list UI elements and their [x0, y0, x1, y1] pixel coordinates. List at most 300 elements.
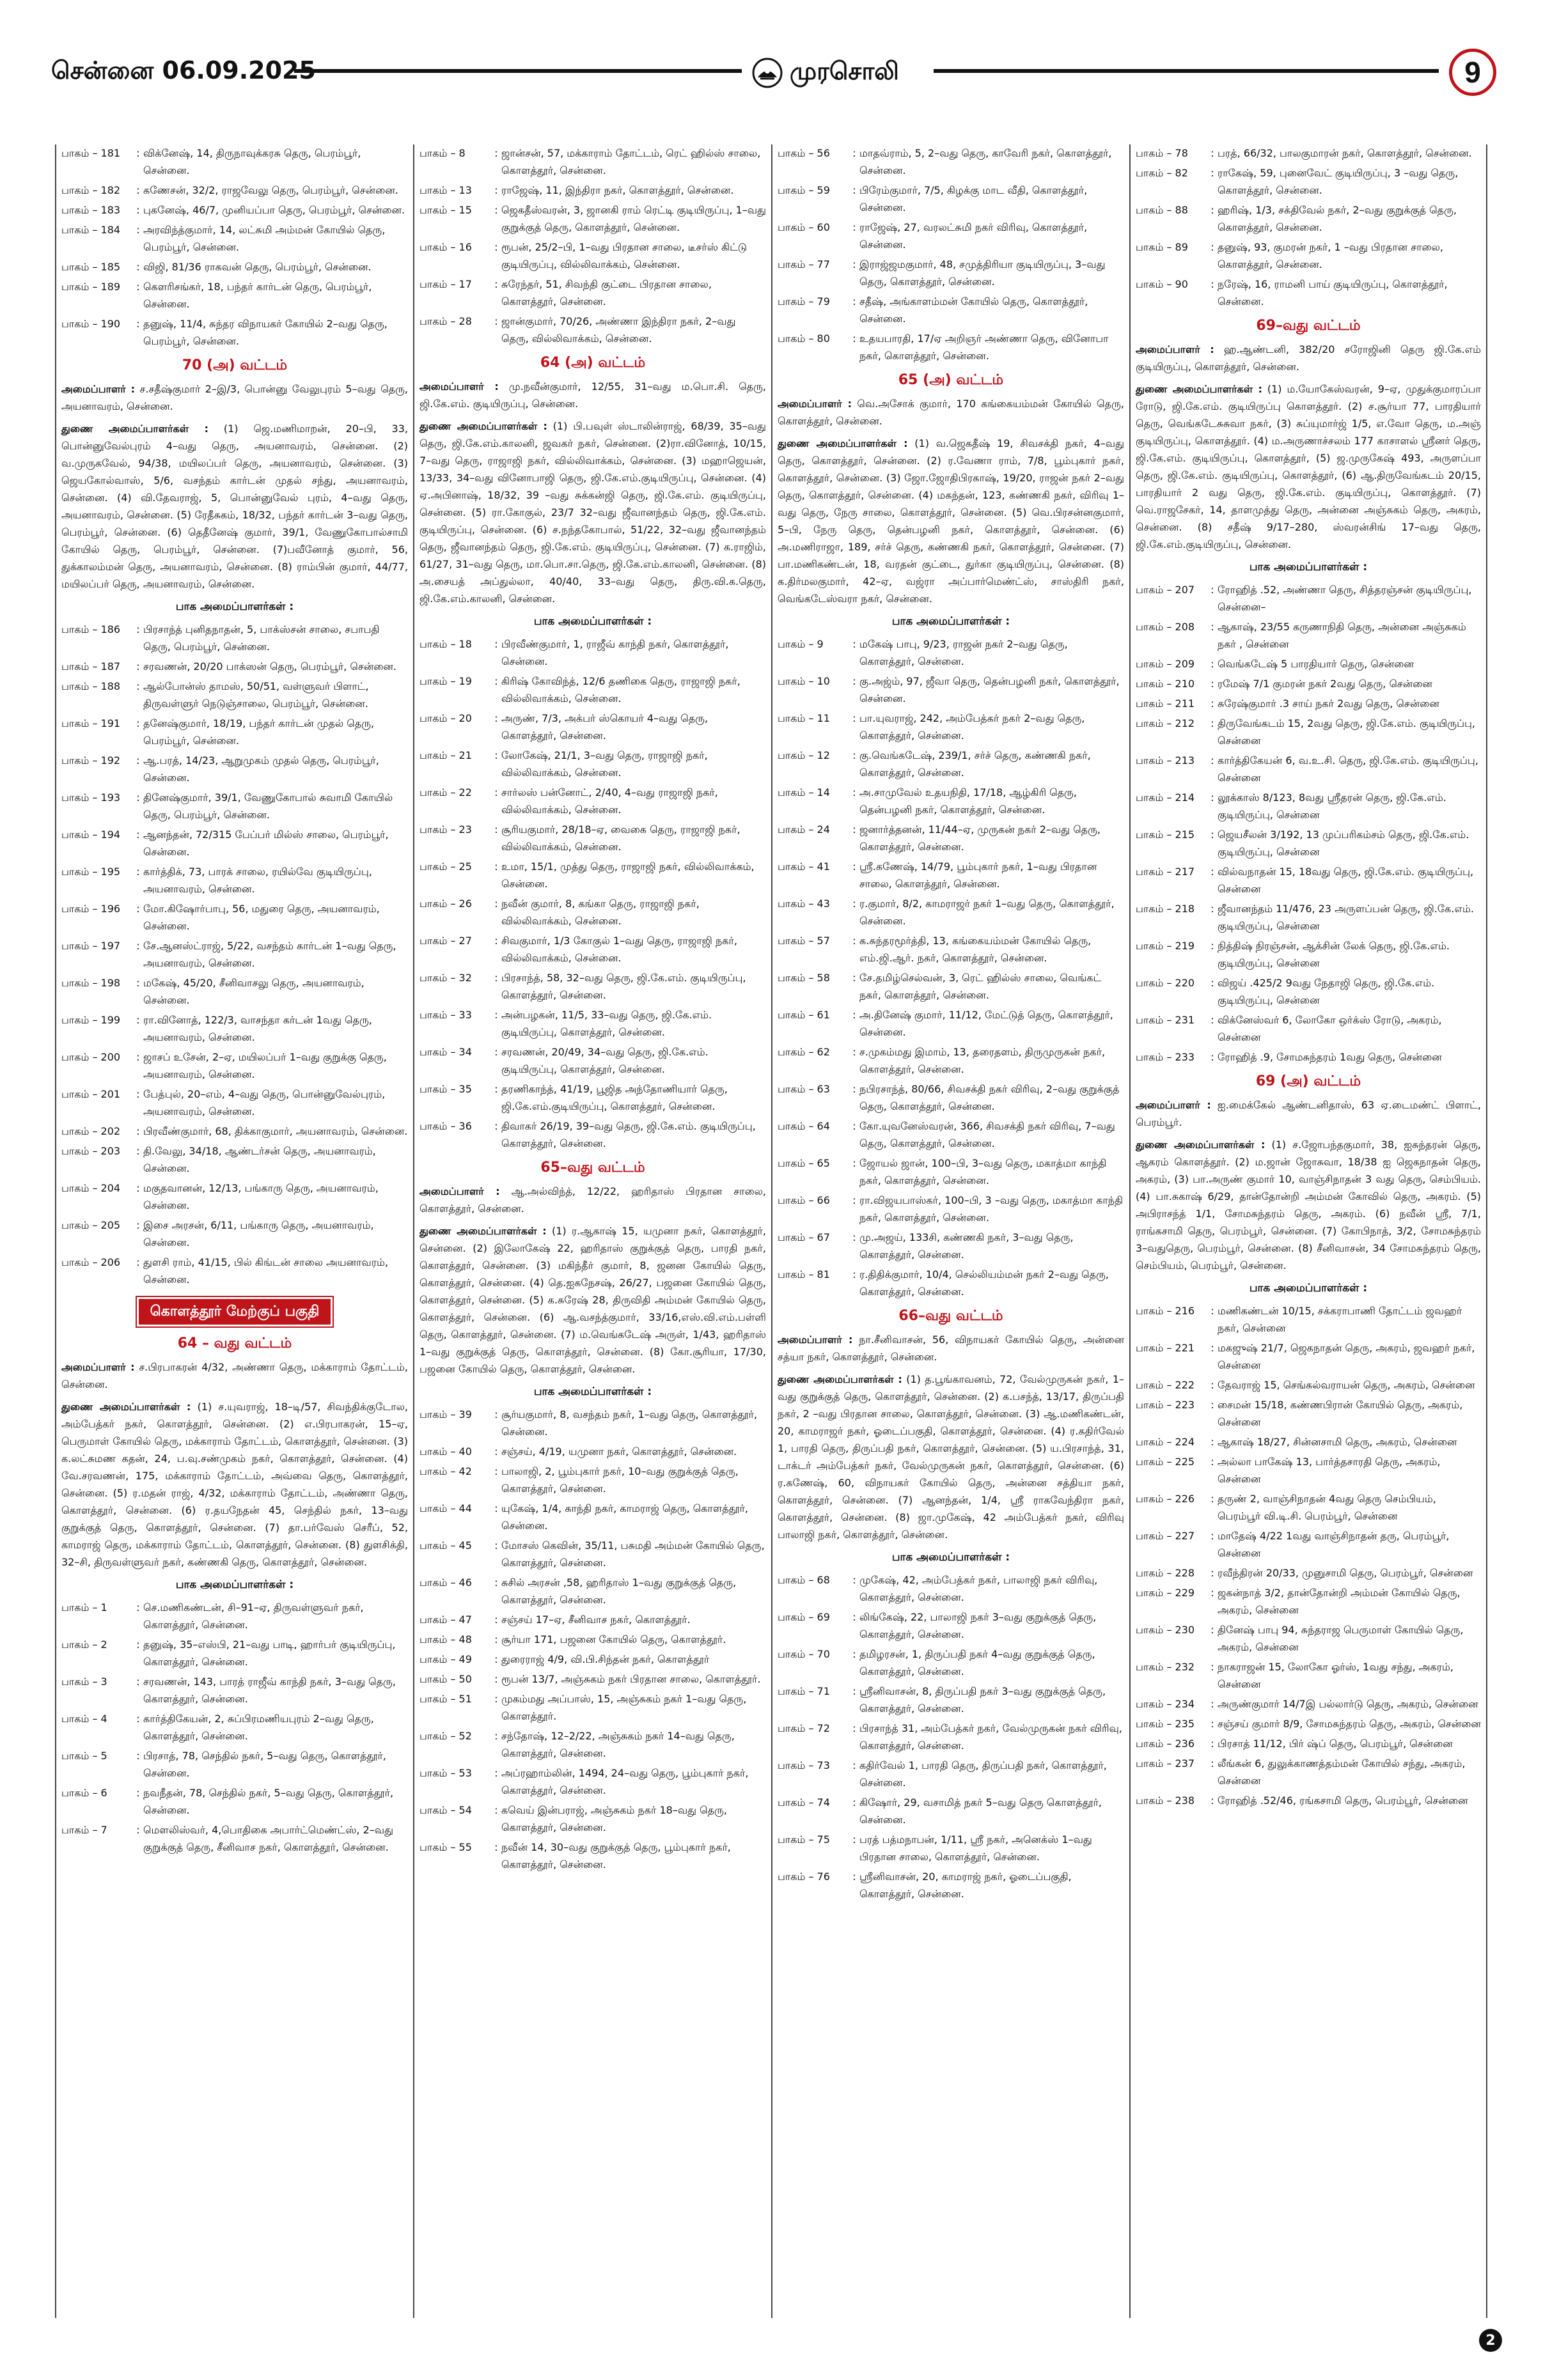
booth-organizer: சே.தமிழ்செல்வன், 3, ரெட் ஹில்ஸ் சாலை, வெங்கட் நகர், கொளத்தூர், சென்னை.	[859, 972, 1102, 1001]
booth-organizer: கணேசன், 32/2, ராஜவேலு தெரு, பெரம்பூர், சென்னை.	[143, 184, 398, 196]
booth-organizer: முகேஷ், 42, அம்பேத்கர் நகர், பாலாஜி நகர் விரிவு, கொளத்தூர், சென்னை.	[859, 1574, 1098, 1603]
separator: :	[494, 1614, 498, 1626]
booth-number: பாகம் – 238	[1136, 1794, 1195, 1807]
separator: :	[1210, 1379, 1214, 1391]
booth-entry	[419, 1463, 766, 1497]
booth-entry	[1136, 937, 1481, 972]
booth-organizer: சார்லஸ் பன்னோட், 2/40, 4–வது ராஜாஜி நகர், வில்லிவாக்கம், சென்னை.	[501, 786, 718, 816]
booth-entry	[1136, 974, 1481, 1009]
booth-number: பாகம் – 74	[778, 1796, 830, 1808]
separator: :	[1210, 1456, 1214, 1468]
booth-number: பாகம் – 35	[419, 1083, 472, 1095]
booth-entry	[1136, 1048, 1481, 1066]
separator: :	[852, 823, 856, 836]
separator: :	[852, 1759, 856, 1771]
separator: :	[494, 1633, 498, 1645]
booth-entry	[61, 1048, 408, 1083]
booth-number: பாகம் – 68	[778, 1574, 830, 1586]
role-text: (1) ஜெ.மணிமாறன், 20–பி, 33, பொன்னுவேல்புரம் 4–வது தெரு, அயனாவரம், சென்னை. (2) வ.முருகவேல், 94/38, மயிலப்பர் தெரு, அயனாவரம், சென்னை. (3) ஜெயகோல்வாஸ், 5/6, வசந்தம் கார்டன் முதல் சந்து, அயனாவரம், சென்னை. (4) வி.தேவராஜ், 5, பொன்னுவேல் புரம், 4–வது தெரு, அயனாவரம், சென்னை. (5) ரேதீசுகம், 18/32, பந்தர் கார்டன் 3–வது தெரு, பெரம்பூர், சென்னை. (6) தெதீனேஷ் குமார், 39/1, வேணுகோபால்சாமி கோயில் தெரு, பெரம்பூர், சென்னை. (7)பவீனோத் குமார், 56, துக்காலம்மன் தெரு, அயனாவரம், சென்னை. (8) ராம்பின் குமார், 44/77, மயிலப்பர் தெரு, அயனாவரம், சென்னை.	[61, 423, 408, 590]
separator: :	[494, 1730, 498, 1742]
booth-organizer: கு.வெங்கடேஷ், 239/1, சர்ச் தெரு, கண்ணகி நகர், கொளத்தூர், சென்னை.	[859, 749, 1091, 779]
separator: :	[1210, 866, 1214, 878]
separator: :	[494, 1502, 498, 1514]
booth-organizer: தனுஷ், 93, குமரன் நகர், 1 –வது பிரதான சாலை, கொளத்தூர், சென்னை.	[1218, 241, 1443, 270]
booth-entry	[419, 784, 766, 818]
booth-entry	[419, 313, 766, 347]
booth-organizer: கார்த்திக், 73, பாரக் சாலை, ரயில்வே குடியிருப்பு, அயனாவரம், சென்னை.	[143, 866, 372, 895]
booth-number: பாகம் – 57	[778, 935, 830, 947]
booth-entry	[778, 1192, 1124, 1226]
ward-heading: 69 (அ) வட்டம்	[1255, 1073, 1361, 1089]
booth-entry	[1136, 1621, 1481, 1656]
booth-number: பாகம் – 62	[778, 1046, 830, 1058]
booth-organizer: அன்பழகன், 11/5, 33–வது தெரு, ஜி.கே.எம். குடியிருப்பு, கொளத்தூர், சென்னை.	[501, 1009, 712, 1038]
booth-number: பாகம் – 79	[778, 295, 830, 307]
booth-number: பாகம் – 195	[61, 866, 121, 878]
separator: :	[852, 1046, 856, 1058]
role-label: துணை அமைப்பாளர்கள் :	[419, 1225, 547, 1237]
booth-entry	[1136, 1584, 1481, 1619]
masthead	[51, 52, 1496, 95]
separator: :	[494, 972, 498, 984]
booth-number: பாகம் – 189	[61, 281, 121, 293]
booth-number: பாகம் – 33	[419, 1009, 472, 1021]
separator: :	[136, 204, 140, 216]
booth-number: பாகம் – 58	[778, 972, 830, 984]
separator: :	[852, 898, 856, 910]
booth-organizer: ஆ.பரத், 14/23, ஆறுமுகம் முதல் தெரு, பெரம்பூர், சென்னை.	[143, 754, 379, 784]
booth-organizer: சதீஷ், அங்காளம்மன் கோயில் தெரு, கொளத்தூர், சென்னை.	[859, 295, 1088, 325]
booth-number: பாகம் – 8	[419, 147, 466, 159]
booth-number: பாகம் – 191	[61, 717, 121, 729]
role-label: துணை அமைப்பாளர்கள் :	[61, 423, 208, 435]
booth-entry	[1136, 1396, 1481, 1431]
booth-entry	[778, 858, 1124, 892]
organizer-paragraph	[61, 1398, 408, 1571]
booth-organizer: ஸ்ரீனிவாசன், 20, காமராஜ் நகர், ஓடைப்பகுதி, கொளத்தூர், சென்னை.	[859, 1871, 1072, 1900]
separator: :	[494, 184, 498, 196]
booth-number: பாகம் – 184	[61, 224, 121, 236]
booth-entry	[61, 658, 408, 675]
booth-entry	[1136, 618, 1481, 653]
booth-number: பாகம் – 53	[419, 1767, 472, 1779]
separator: :	[852, 1796, 856, 1808]
booth-organizer: மகுதவானன், 12/13, பங்காரு தெரு, அயனாவரம், சென்னை.	[143, 1182, 379, 1211]
booth-entry	[419, 747, 766, 781]
booth-entry	[61, 221, 408, 256]
booth-number: பாகம் – 67	[778, 1231, 830, 1243]
booth-entry	[61, 937, 408, 972]
role-label: அமைப்பாளர் :	[419, 1185, 500, 1197]
booth-number: பாகம் – 237	[1136, 1757, 1195, 1769]
booth-number: பாகம் – 2	[61, 1638, 107, 1651]
booth-number: பாகம் – 199	[61, 1014, 121, 1026]
booth-number: பாகம் – 26	[419, 898, 472, 910]
separator: :	[1210, 1342, 1214, 1354]
booth-organizer: தினேஷ்குமார், 39/1, வேணுகோபால் சுவாமி கோயில் தெரு, பெரம்பூர், சென்னை.	[143, 791, 393, 821]
separator: :	[494, 1083, 498, 1095]
booth-organizer: ஸ்ரீ.கணேஷ், 14/79, பூம்புகார் நகர், 1–வது பிரதான சாலை, கொளத்தூர், சென்னை.	[859, 860, 1097, 890]
separator: :	[1210, 584, 1214, 596]
booth-organizer: சூர்யகுமார், 8, வசந்தம் நகர், 1–வது தெரு, கொளத்தூர், சென்னை.	[501, 1408, 758, 1438]
booth-number: பாகம் – 190	[61, 318, 121, 330]
separator: :	[852, 1871, 856, 1883]
booth-number: பாகம் – 203	[61, 1145, 121, 1157]
separator: :	[1210, 697, 1214, 710]
booth-organizer: மகஜுஷ் 21/7, ஜெகநாதன் தெரு, அகரம், ஜவஹர் நகர், சென்னை	[1218, 1342, 1475, 1371]
booth-entry	[1136, 1527, 1481, 1562]
booth-organizer: ராஜேஷ், 27, வரலட்சுமி நகர் விரிவு, கொளத்தூர், சென்னை.	[859, 221, 1088, 251]
booth-organizer: நாகராஜன் 15, லோகோ ஓர்ஸ், 1வது சந்து, அகரம், சென்னை	[1218, 1661, 1454, 1690]
role-text: ஐ.மைக்கேல் ஆண்டனிதாஸ், 63 ஏ.டைமண்ட் பிளாட், பெரம்பூர்.	[1136, 1099, 1482, 1128]
booth-entry	[61, 1784, 408, 1819]
booth-entry	[1136, 164, 1481, 199]
separator: :	[852, 1268, 856, 1280]
booth-number: பாகம் – 43	[778, 898, 830, 910]
booth-organizer: சைமன் 15/18, கண்ணபிரான் கோயில் தெரு, அகரம், சென்னை	[1218, 1399, 1463, 1428]
booth-entry	[419, 1574, 766, 1608]
section-subheading: பாக அமைப்பாளர்கள் :	[533, 615, 652, 628]
booth-organizer: பிரசாந்த், 58, 32–வது தெரு, ஜி.கே.எம். குடியிருப்பு, கொளத்தூர், சென்னை.	[501, 972, 746, 1001]
separator: :	[1210, 977, 1214, 989]
separator: :	[494, 1693, 498, 1705]
separator: :	[494, 1576, 498, 1589]
booth-number: பாகம் – 22	[419, 786, 472, 798]
separator: :	[494, 1841, 498, 1853]
booth-number: பாகம் – 66	[778, 1194, 830, 1206]
separator: :	[136, 717, 140, 729]
booth-entry	[61, 678, 408, 712]
booth-entry	[419, 858, 766, 892]
booth-number: பாகம் – 70	[778, 1648, 830, 1660]
role-label: துணை அமைப்பாளர்கள் :	[1136, 1139, 1265, 1151]
booth-number: பாகம் – 61	[778, 1009, 830, 1021]
masthead-rule-right	[934, 69, 1439, 73]
separator: :	[1210, 1436, 1214, 1448]
ward-heading: 69–வது வட்டம்	[1256, 318, 1361, 334]
booth-organizer: ரமேஷ் 7/1 குமரன் நகர் 2வது தெரு, சென்னை	[1218, 678, 1432, 690]
booth-organizer: ராகேஷ், 59, புனைவேட் குடியிருப்பு, 3 –வது தெரு, கொளத்தூர், சென்னை.	[1218, 167, 1459, 196]
booth-number: பாகம் – 214	[1136, 791, 1195, 804]
role-label: துணை அமைப்பாளர்கள் :	[778, 1373, 902, 1385]
separator: :	[494, 860, 498, 873]
booth-organizer: சிவகுமார், 1/3 கோகுல் 1–வது தெரு, ராஜாஜி நகர், வில்லிவாக்கம், சென்னை.	[501, 935, 737, 964]
separator: :	[1210, 1794, 1214, 1807]
booth-number: பாகம் – 36	[419, 1120, 472, 1132]
booth-number: பாகம் – 48	[419, 1633, 472, 1645]
booth-number: பாகம் – 223	[1136, 1399, 1195, 1411]
booth-entry	[778, 1831, 1124, 1865]
separator: :	[1210, 754, 1214, 766]
booth-entry	[419, 1801, 766, 1836]
booth-entry	[419, 276, 766, 310]
ward-heading: 65 (அ) வட்டம்	[898, 372, 1004, 388]
booth-organizer: சுரேஷ்குமார் .3 சாய் நகர் 2வது தெரு, சென்னை	[1218, 697, 1439, 710]
booth-entry	[778, 1645, 1124, 1680]
separator: :	[1210, 1757, 1214, 1769]
booth-organizer: அருண், 7/3, அக்பர் ஸ்கொயர் 4–வது தெரு, கொளத்தூர், சென்னை.	[501, 712, 709, 742]
ward-heading: 65–வது வட்டம்	[540, 1160, 645, 1176]
booth-number: பாகம் – 186	[61, 623, 121, 635]
section-subheading: பாக அமைப்பாளர்கள் :	[891, 615, 1010, 628]
role-label: அமைப்பாளர் :	[61, 1361, 135, 1373]
booth-organizer: தமிழரசன், 1, திருப்பதி நகர் 4–வது குறுக்குத் தெரு, கொளத்தூர், சென்னை.	[859, 1648, 1095, 1677]
booth-entry	[419, 1080, 766, 1115]
booth-organizer: விக்னேஸ்வர் 6, லோகோ ஒர்க்ஸ் ரோடு, அகரம், சென்னை	[1218, 1014, 1442, 1043]
booth-entry	[61, 1085, 408, 1120]
separator: :	[136, 261, 140, 273]
booth-organizer: அல்லா பாகேஷ் 13, பார்த்தசாரதி தெரு, அகரம், சென்னை	[1218, 1456, 1441, 1485]
booth-entry	[61, 715, 408, 749]
booth-entry	[61, 974, 408, 1009]
booth-organizer: அ.சாமுவேல் உதயநிதி, 17/18, ஆழ்கிரி தெரு, தென்பழனி நகர், கொளத்தூர், சென்னை.	[859, 786, 1077, 816]
role-text: ச.பிரபாகரன் 4/32, அண்ணா தெரு, மக்காராம் தோட்டம், சென்னை.	[61, 1361, 408, 1390]
booth-entry	[1136, 1735, 1481, 1752]
booth-organizer: சூர்யா 171, பஜனை கோயில் தெரு, கொளத்தூர்.	[501, 1633, 726, 1645]
booth-entry	[419, 932, 766, 967]
role-text: நா.சீனிவாசன், 56, விநாயகர் கோயில் தெரு, அன்னை சத்யா நகர், கொளத்தூர், சென்னை.	[778, 1334, 1124, 1363]
separator: :	[494, 1408, 498, 1420]
booth-organizer: புகனேஷ், 46/7, முனியப்பா தெரு, பெரம்பூர், சென்னை.	[143, 204, 405, 216]
booth-organizer: மௌலிஸ்வர், 4,பொதிகை அபார்ட்மெண்ட்ஸ், 2–வது குறுக்குத் தெரு, சீனிவாச நகர், கொளத்தூர், சென்னை.	[143, 1824, 393, 1853]
booth-organizer: மோ.கிஷோர்பாபு, 56, மதுரை தெரு, அயனாவரம், சென்னை.	[143, 903, 380, 932]
booth-organizer: பிரசாத் 11/12, பிர் ஷ்ப் தெரு, பெரம்பூர், சென்னை	[1218, 1738, 1453, 1750]
booth-organizer: தருண் 2, வாஞ்சிநாதன் 4வது தெரு செம்பியம், பெரம்பூர் வி.டி.சி. பெரம்பூர், சென்னை	[1218, 1493, 1436, 1522]
booth-number: பாகம் – 4	[61, 1713, 107, 1725]
separator: :	[494, 675, 498, 687]
booth-organizer: பிரவீண்குமார், 68, திக்காகுமார், அயனாவரம், சென்னை.	[143, 1125, 408, 1137]
booth-number: பாகம் – 82	[1136, 167, 1188, 179]
booth-entry	[419, 895, 766, 929]
booth-organizer: சஞ்சய் குமார் 8/9, சோமசுந்தரம் தெரு, அகரம், சென்னை	[1218, 1718, 1481, 1730]
separator: :	[852, 749, 856, 761]
booth-organizer: வில்வநாதன் 15, 18வது தெரு, ஜி.கே.எம். குடியிருப்பு, சென்னை	[1218, 866, 1474, 895]
booth-organizer: ராஜேஷ், 11, இந்திரா நகர், கொளத்தூர், சென்னை.	[501, 184, 734, 196]
booth-number: பாகம் – 78	[1136, 147, 1188, 159]
booth-entry	[419, 1537, 766, 1571]
separator: :	[852, 1611, 856, 1623]
booth-organizer: விஜி, 81/36 ராகவன் தெரு, பெரம்பூர், சென்னை.	[143, 261, 372, 273]
booth-organizer: ஜான்சன், 57, மக்காராம் தோட்டம், ரெட் ஹில்ஸ் சாலை, கொளத்தூர், சென்னை.	[501, 147, 761, 176]
booth-number: பாகம் – 230	[1136, 1624, 1195, 1636]
booth-number: பாகம் – 16	[419, 241, 472, 253]
booth-entry	[1136, 276, 1481, 310]
separator: :	[852, 1194, 856, 1206]
booth-number: பாகம் – 7	[61, 1824, 107, 1836]
separator: :	[852, 1009, 856, 1021]
separator: :	[1210, 791, 1214, 804]
booth-entry	[778, 969, 1124, 1004]
separator: :	[1210, 828, 1214, 841]
booth-number: பாகம் – 47	[419, 1614, 472, 1626]
booth-organizer: கு.அஜ்ம், 97, ஜீவா தெரு, தென்பழனி நகர், கொளத்தூர், சென்னை.	[859, 675, 1120, 704]
separator: :	[494, 315, 498, 327]
booth-number: பாகம் – 233	[1136, 1051, 1195, 1063]
booth-number: பாகம் – 60	[778, 221, 830, 233]
booth-number: பாகம் – 71	[778, 1685, 830, 1697]
booth-number: பாகம் – 55	[419, 1841, 472, 1853]
organizer-paragraph	[778, 395, 1124, 430]
separator: :	[1210, 147, 1214, 159]
booth-entry	[419, 1117, 766, 1152]
booth-entry	[61, 201, 408, 219]
booth-number: பாகம் – 235	[1136, 1718, 1195, 1730]
section-subheading: பாக அமைப்பாளர்கள் :	[533, 1385, 652, 1398]
booth-organizer: பேத்புல், 20–எம், 4–வது தெரு, பொன்னுவேல்புரம், அயனாவரம், சென்னை.	[143, 1088, 386, 1117]
booth-number: பாகம் – 65	[778, 1157, 830, 1169]
booth-organizer: மகேஷ் பாபு, 9/23, ராஜன் நகர் 2–வது தெரு, கொளத்தூர், சென்னை.	[859, 638, 1068, 667]
booth-entry	[61, 1673, 408, 1707]
organizer-paragraph	[778, 1371, 1124, 1543]
booth-organizer: கார்த்திகேயன், 2, சுப்பிரமணியபுரம் 2–வது தெரு, கொளத்தூர், சென்னை.	[143, 1713, 374, 1742]
booth-entry	[61, 1123, 408, 1140]
booth-entry	[778, 1868, 1124, 1902]
booth-entry	[61, 1821, 408, 1856]
separator: :	[1210, 1718, 1214, 1730]
booth-number: பாகம் – 50	[419, 1673, 472, 1685]
booth-entry	[778, 219, 1124, 253]
separator: :	[494, 638, 498, 650]
booth-number: பாகம் – 88	[1136, 204, 1188, 216]
booth-number: பாகம் – 187	[61, 660, 121, 673]
role-text: மு.நவீன்குமார், 12/55, 31–வது ம.பொ.சி. தெரு, ஜி.கே.எம். குடியிருப்பு, சென்னை.	[419, 380, 767, 410]
separator: :	[852, 1574, 856, 1586]
booth-organizer: ரா.விஜயபாஸ்கர், 100–பி, 3 –வது தெரு, மகாத்மா காந்தி நகர், கொளத்தூர், சென்னை.	[859, 1194, 1124, 1224]
booth-number: பாகம் – 201	[61, 1088, 121, 1100]
booth-organizer: சரவணன், 143, பாரத் ராஜீவ் காந்தி நகர், 3–வது தெரு, கொளத்தூர், சென்னை.	[143, 1676, 396, 1705]
booth-entry	[61, 1142, 408, 1177]
separator: :	[852, 1083, 856, 1095]
booth-organizer: செ.மணிகண்டன், சி–91–ஏ, திருவள்ளுவர் நகர், கொளத்தூர், சென்னை.	[143, 1601, 364, 1631]
newspaper-name	[751, 54, 899, 92]
booth-organizer: ரோஹித் .9, சோமசுந்தரம் 1வது தெரு, சென்னை	[1218, 1051, 1442, 1063]
booth-organizer: அரவிந்த்குமார், 14, லட்சுமி அம்மன் கோயில் தெரு, பெரம்பூர், சென்னை.	[143, 224, 386, 253]
separator: :	[136, 1601, 140, 1614]
booth-number: பாகம் – 216	[1136, 1305, 1195, 1317]
booth-number: பாகம் – 211	[1136, 697, 1195, 710]
separator: :	[136, 1824, 140, 1836]
booth-entry	[1136, 1011, 1481, 1046]
booth-entry	[419, 1406, 766, 1440]
separator: :	[494, 278, 498, 290]
booth-number: பாகம் – 1	[61, 1601, 107, 1614]
booth-organizer: அருண்குமார் 14/7இ பல்லார்டு தெரு, அகரம், சென்னை	[1218, 1698, 1478, 1710]
booth-organizer: விஜய் .425/2 9வது நேதாஜி தெரு, ஜி.கே.எம். குடியிருப்பு, சென்னை	[1218, 977, 1435, 1006]
booth-organizer: ஆகாஷ் 18/27, சின்னசாமி தெரு, அகரம், சென்னை	[1218, 1436, 1457, 1448]
booth-entry	[419, 1500, 766, 1534]
booth-entry	[1136, 863, 1481, 898]
booth-entry	[61, 1599, 408, 1633]
booth-number: பாகம் – 229	[1136, 1587, 1195, 1599]
booth-number: பாகம் – 194	[61, 828, 121, 841]
booth-entry	[1136, 581, 1481, 616]
separator: :	[1210, 1051, 1214, 1063]
booth-number: பாகம் – 21	[419, 749, 472, 761]
booth-entry	[1136, 715, 1481, 749]
booth-organizer: துளசி ராம், 41/15, பில் கிங்டன் சாலை அயனாவரம், சென்னை.	[143, 1256, 388, 1286]
booth-organizer: ஜகன்நாத் 3/2, தான்தோன்றி அம்மன் கோயில் தெரு, அகரம், சென்னை	[1218, 1587, 1461, 1616]
separator: :	[1210, 1661, 1214, 1673]
booth-number: பாகம் – 202	[61, 1125, 121, 1137]
booth-organizer: துரைராஜ் 4/9, வி.பி.சிந்தன் நகர், கொளத்தூர்	[501, 1653, 710, 1665]
booth-organizer: தனுஷ், 35–எஸ்பி, 21–வது பாடி, ஹார்பர் குடியிருப்பு, கொளத்தூர், சென்னை.	[143, 1638, 396, 1668]
booth-number: பாகம் – 219	[1136, 940, 1195, 952]
booth-number: பாகம் – 6	[61, 1787, 107, 1799]
role-text: ஹ.ஆண்டனி, 382/20 சரோஜினி தெரு ஜி.கே.எம் குடியிருப்பு, கொளத்தூர், சென்னை.	[1136, 343, 1482, 373]
booth-entry	[61, 900, 408, 935]
separator: :	[136, 680, 140, 692]
booth-entry	[1136, 1453, 1481, 1488]
booth-entry	[61, 1217, 408, 1251]
booth-number: பாகம் – 90	[1136, 278, 1188, 290]
booth-entry	[419, 201, 766, 236]
booth-entry	[778, 1080, 1124, 1115]
booth-number: பாகம் – 27	[419, 935, 472, 947]
booth-number: பாகம் – 18	[419, 638, 472, 650]
booth-entry	[1136, 1792, 1481, 1809]
booth-organizer: பரத், 66/32, பாலகுமாரன் நகர், கொளத்தூர், சென்னை.	[1218, 147, 1472, 159]
booth-organizer: ஜீவானந்தம் 11/476, 23 அருளப்பன் தெரு, ஜி.கே.எம். குடியிருப்பு, சென்னை	[1218, 903, 1474, 932]
booth-organizer: லிங்கேஷ், 22, பாலாஜி நகர் 3–வது குறுக்குத் தெரு, கொளத்தூர், சென்னை.	[859, 1611, 1097, 1640]
newspaper-title: முரசொலி	[790, 57, 899, 85]
booth-organizer: ஸ்ரீனிவாசன், 8, திருப்பதி நகர் 3–வது குறுக்குத் தெரு, கொளத்தூர், சென்னை.	[859, 1685, 1106, 1715]
booth-entry	[1136, 1433, 1481, 1451]
role-label: துணை அமைப்பாளர்கள் :	[419, 420, 547, 432]
booth-organizer: ஜான்குமார், 70/26, அண்ணா இந்திரா நகர், 2–வது தெரு, வில்லிவாக்கம், சென்னை.	[501, 315, 736, 345]
role-text: (1) ச.ஜோபந்தகுமார், 38, ஐசுந்தரன் தெரு, ஆகரம் கொளத்தூர். (2) ம.ஜான் ஜோசுவா, 18/38 ஐ ஜெகநாதன் தெரு, அகரம், (3) பா.அருண் குமார் 10, வாஞ்சிநாதன் 3 வது தெரு, செம்பியம். (4) பா.சுகாஷ் 6/29, தான்தோன்றி அம்மன் கோவில் தெரு, அகரம். (5) அபிராசந்த் 1/1, சோமசுந்தரம் தெரு, அகரம். (6) நவீன் ஸ்ரீ, 7/1, ராங்கசாமி தெரு, பெரம்பூர், சென்னை. (7) கோபிநாத், 3/2, சோமசுந்தரம் 3–வதுதெரு, பெரம்பூர், சென்னை. (8) சீனிவாசன், 34 சோமசுந்தரம் தெரு, செம்பியம், பெரம்பூர், சென்னை.	[1136, 1139, 1482, 1272]
separator: :	[852, 258, 856, 270]
booth-number: பாகம் – 236	[1136, 1738, 1195, 1750]
ward-heading: 64 (அ) வட்டம்	[540, 355, 646, 371]
booth-entry	[61, 1179, 408, 1214]
booth-organizer: திருவேங்கடம் 15, 2வது தெரு, ஜி.கே.எம். குடியிருப்பு, சென்னை	[1218, 717, 1475, 747]
booth-number: பாகம் – 15	[419, 204, 472, 216]
booth-entry	[1136, 695, 1481, 712]
booth-organizer: அப்ரஹாம்லின், 1494, 24–வது தெரு, பூம்புகார் நகர், கொளத்தூர், சென்னை.	[501, 1767, 749, 1796]
booth-organizer: ஆகாஷ், 23/55 கருணாநிதி தெரு, அன்னை அஞ்சுகம் நகர் , சென்னை	[1218, 621, 1466, 650]
booth-number: பாகம் – 200	[61, 1051, 121, 1063]
booth-entry	[1136, 675, 1481, 692]
separator: :	[136, 866, 140, 878]
role-label: துணை அமைப்பாளர்கள் :	[61, 1401, 191, 1413]
booth-number: பாகம் – 231	[1136, 1014, 1195, 1026]
booth-organizer: பிரேம்குமார், 7/5, கிழக்கு மாட வீதி, கொளத்தூர், சென்னை.	[859, 184, 1088, 214]
booth-entry	[778, 895, 1124, 929]
separator: :	[494, 712, 498, 724]
booth-number: பாகம் – 20	[419, 712, 472, 724]
booth-number: பாகம் – 197	[61, 940, 121, 952]
booth-number: பாகம் – 212	[1136, 717, 1195, 729]
booth-organizer: சே.ஆனஸ்ட்ராஜ், 5/22, வசந்தம் கார்டன் 1–வது தெரு, அயனாவரம், சென்னை.	[143, 940, 396, 969]
organizer-paragraph	[778, 435, 1124, 607]
booth-entry	[61, 1011, 408, 1046]
booth-number: பாகம் – 28	[419, 315, 472, 327]
separator: :	[1210, 1567, 1214, 1579]
separator: :	[136, 1219, 140, 1231]
booth-entry	[778, 1794, 1124, 1828]
booth-entry	[778, 330, 1124, 364]
booth-number: பாகம் – 208	[1136, 621, 1195, 633]
column-3	[771, 144, 1129, 2318]
booth-entry	[61, 826, 408, 860]
separator: :	[852, 935, 856, 947]
separator: :	[852, 1120, 856, 1132]
role-text: (1) ர.ஆகாஷ் 15, யமுனா நகர், கொளத்தூர், சென்னை. (2) இலோகேஷ் 22, ஹரிதாஸ் குறுக்குத் தெரு, பாரதி நகர், கொளத்தூர், சென்னை. (3) மகிந்தீர் குமார், 8, ஜனன கோயில் தெரு, கொளத்தூர், சென்னை. (4) தெ.ஐகநேசஷ், 26/27, பஜனை கோயில் தெரு, கொளத்தூர், சென்னை. (5) க.சுரேஷ் 28, திருவிதி அம்மன் கோயில் தெரு, கொளத்தூர், சென்னை. (6) ஆ.வசந்த்குமார், 33/16,எஸ்.வி.எம்.பள்ளி தெரு, கொளத்தூர், சென்னை. (7) ம.வெங்கடேஷ் அருள், 1/43, ஹரிதாஸ் 1–வது குறுக்குத் தெரு, கொளத்தூர், சென்னை. (8) கோ.சூரியா, 17/30, பஜனை கோயில் தெரு, கொளத்தூர், சென்னை.	[419, 1225, 766, 1375]
booth-entry	[419, 673, 766, 707]
booth-number: பாகம் – 14	[778, 786, 830, 798]
booth-number: பாகம் – 77	[778, 258, 830, 270]
booth-number: பாகம் – 215	[1136, 828, 1195, 841]
